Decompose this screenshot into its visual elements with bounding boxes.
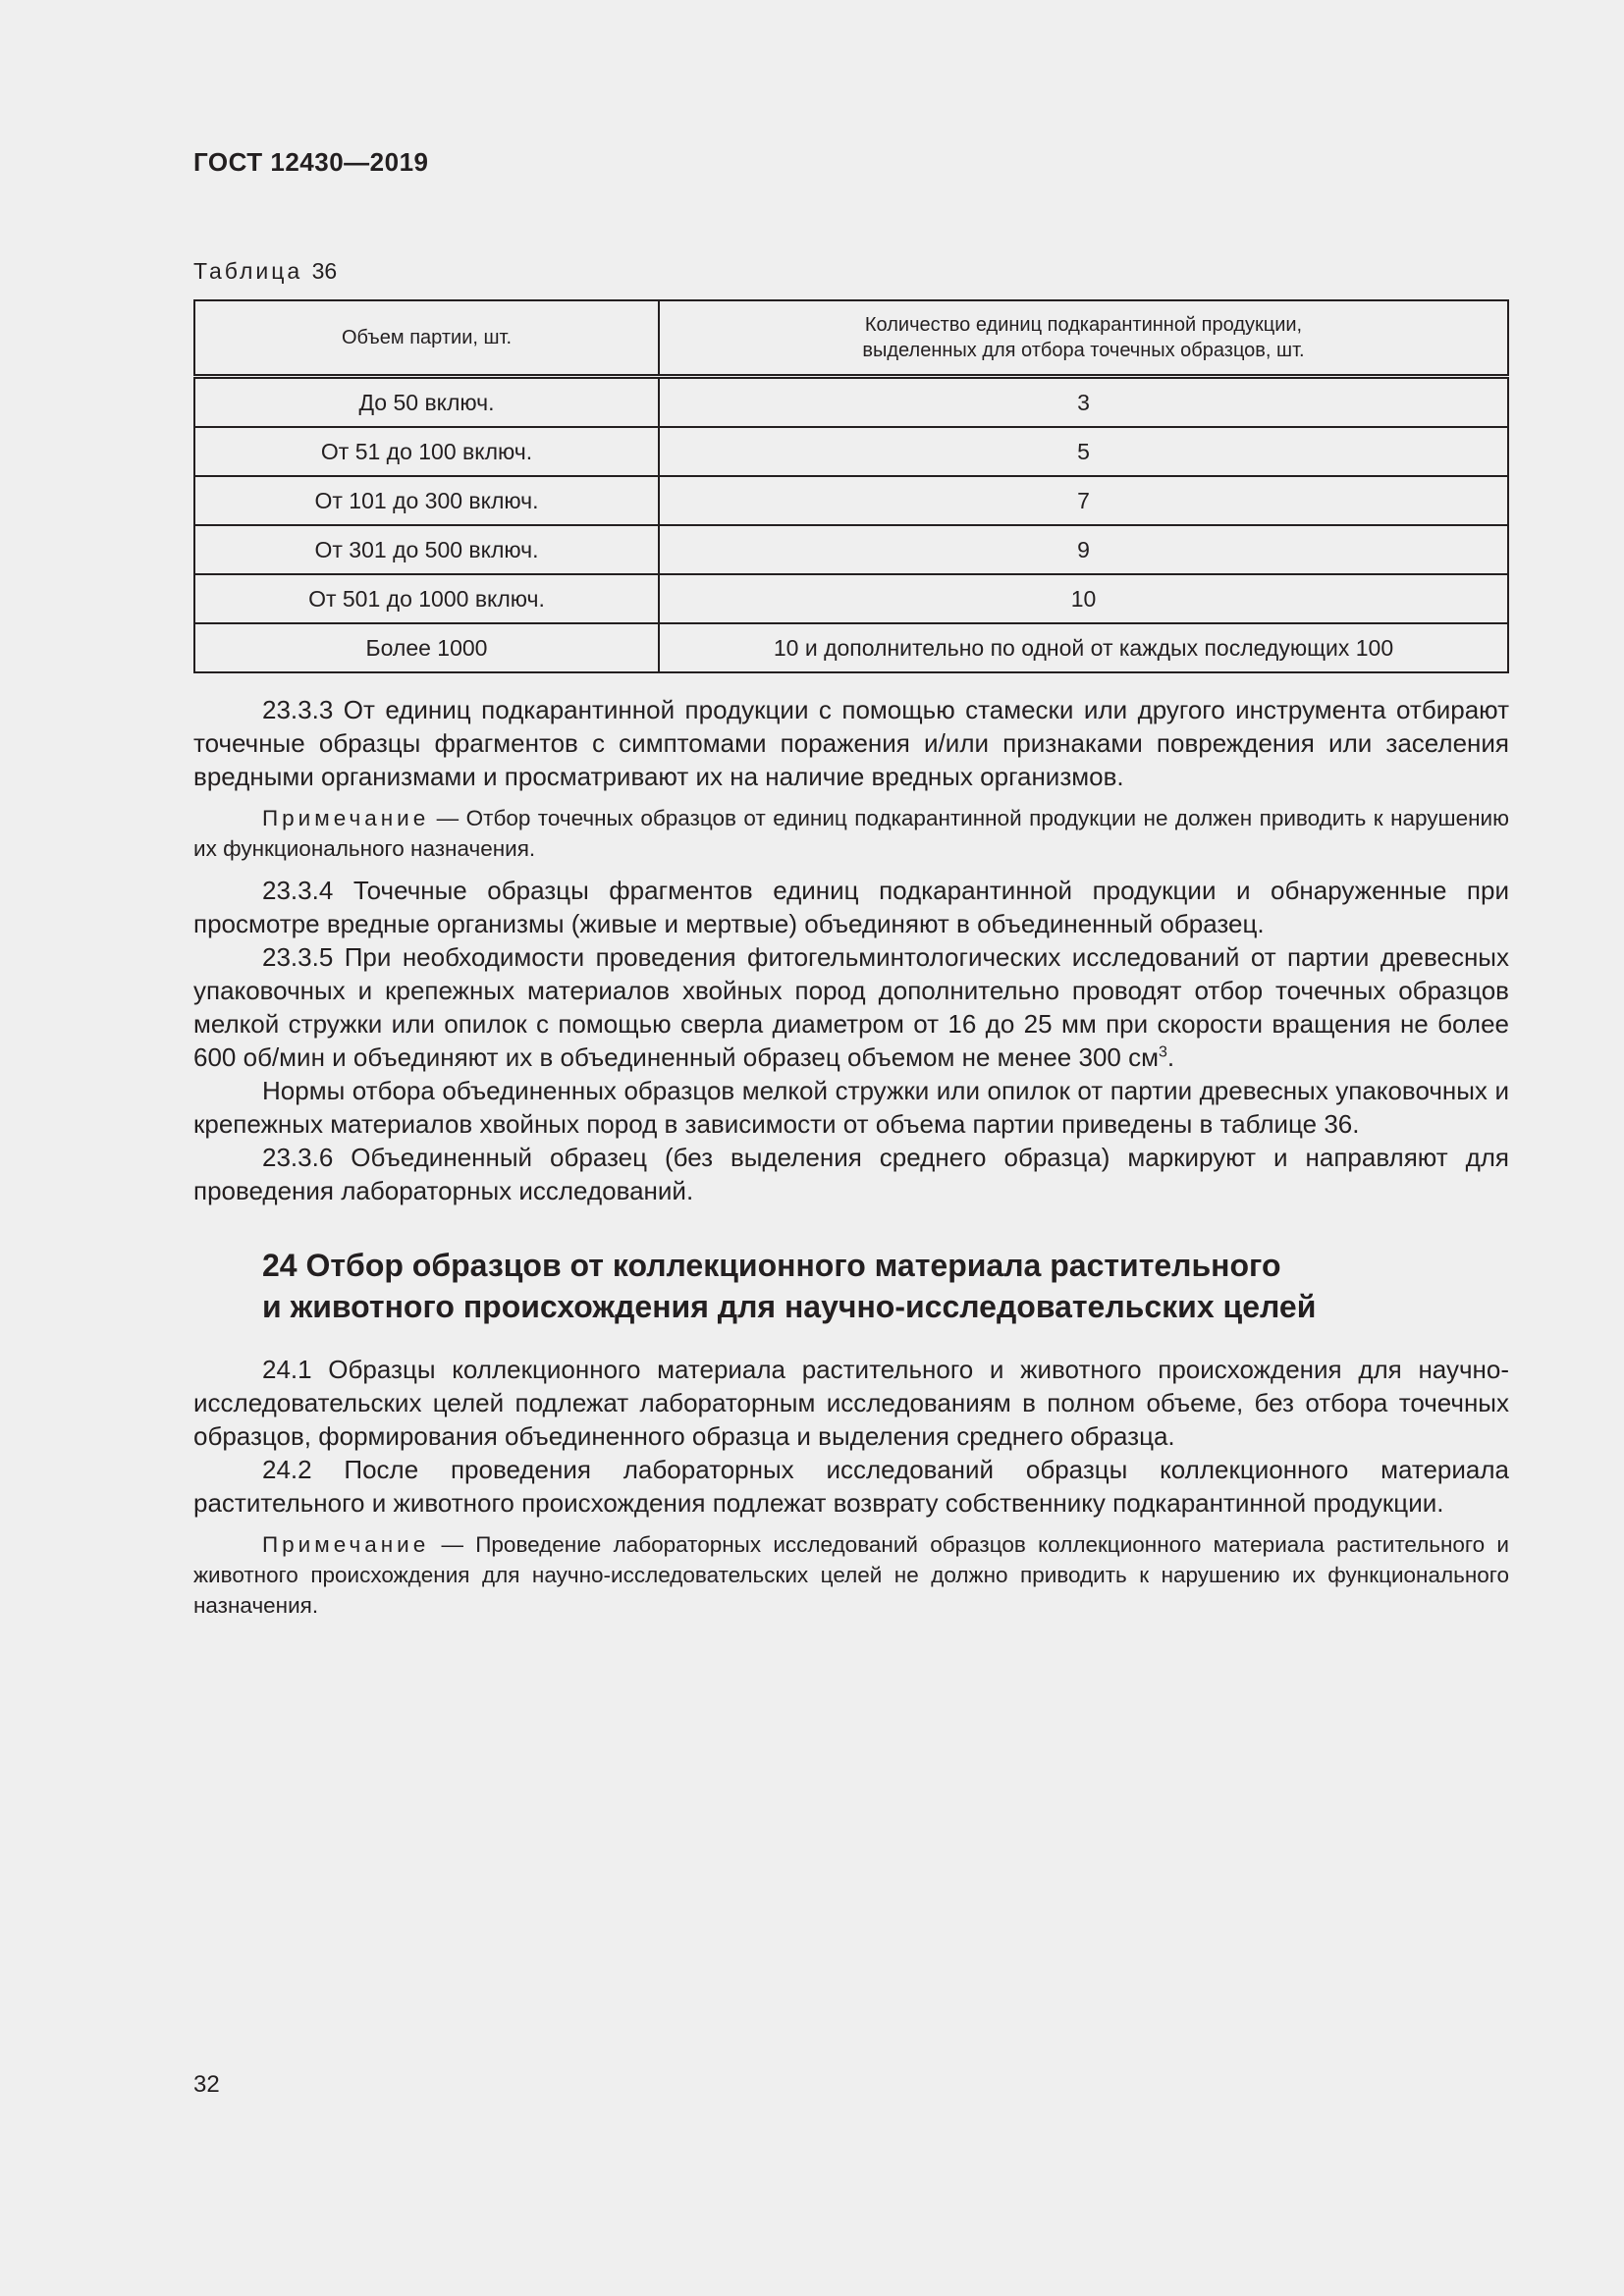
table-row (194, 623, 1508, 672)
document-header: ГОСТ 12430—2019 (193, 147, 429, 177)
note-2-text: — Проведение лабораторных исследований образцов коллекционного материала растительного и животного происхождения для научно-исследовательских целей не должно приводить к нарушению их функционального назначения. (193, 1532, 1509, 1618)
table-row (194, 377, 1508, 428)
cell-batch: От 51 до 100 включ. (194, 427, 659, 476)
table-36 (193, 299, 1509, 673)
section-24-heading-line1: 24 Отбор образцов от коллекционного материала растительного (262, 1248, 1281, 1283)
cell-count: 3 (659, 377, 1508, 428)
cell-count: 10 и дополнительно по одной от каждых последующих 100 (659, 623, 1508, 672)
paragraph-norms: Нормы отбора объединенных образцов мелкой стружки или опилок от партии древесных упаковочных и крепежных материалов хвойных пород в зависимости от объема партии приведены в таблице 36. (193, 1076, 1509, 1139)
superscript-exponent: 3 (1158, 1043, 1167, 1061)
paragraph-23-3-6: 23.3.6 Объединенный образец (без выделения среднего образца) маркируют и направляют для проведения лабораторных исследований. (193, 1143, 1509, 1205)
column-header-unit-count-line2: выделенных для отбора точечных образцов, шт. (862, 340, 1305, 361)
column-header-batch-volume: Объем партии, шт. (194, 300, 659, 377)
table-caption-number: 36 (311, 258, 338, 284)
table-caption (193, 258, 337, 285)
page-number: 32 (193, 2071, 220, 2098)
paragraph-24-2: 24.2 После проведения лабораторных исследований образцы коллекционного материала растительного и животного происхождения подлежат возврату собственнику подкарантинной продукции. (193, 1455, 1509, 1518)
paragraph-23-3-5-text: 23.3.5 При необходимости проведения фитогельминтологических исследований от партии древесных упаковочных и крепежных материалов хвойных пород дополнительно проводят отбор точечных образцов мелкой стружки или опилок с помощью сверла диаметром от 16 до 25 мм при скорости вращения не более 600 об/мин и объединяют их в объединенный образец объемом не менее 300 см (193, 942, 1509, 1072)
section-24-heading (193, 1245, 1509, 1327)
cell-batch: До 50 включ. (194, 377, 659, 428)
document-body (193, 693, 1509, 1630)
paragraph-23-3-3: 23.3.3 От единиц подкарантинной продукции с помощью стамески или другого инструмента отбирают точечные образцы фрагментов с симптомами поражения и/или признаками повреждения или заселения вредными организмами и просматривают их на наличие вредных организмов. (193, 695, 1509, 791)
note-2 (193, 1529, 1509, 1621)
cell-batch: От 101 до 300 включ. (194, 476, 659, 525)
paragraph-23-3-4: 23.3.4 Точечные образцы фрагментов единиц подкарантинной продукции и обнаруженные при просмотре вредные организмы (живые и мертвые) объединяют в объединенный образец. (193, 876, 1509, 938)
table-caption-word: Таблица (193, 258, 303, 284)
table-header-row (194, 300, 1508, 377)
table-row (194, 427, 1508, 476)
column-header-unit-count (659, 300, 1508, 377)
cell-count: 9 (659, 525, 1508, 574)
section-24-heading-line2: и животного происхождения для научно-исследовательских целей (262, 1289, 1317, 1324)
paragraph-24-1: 24.1 Образцы коллекционного материала растительного и животного происхождения для научно-исследовательских целей подлежат лабораторным исследованиям в полном объеме, без отбора точечных образцов, формирования объединенного образца и выделения среднего образца. (193, 1355, 1509, 1451)
note-label: Примечание (262, 1532, 430, 1557)
note-1-text: — Отбор точечных образцов от единиц подкарантинной продукции не должен приводить к нарушению их функционального назначения. (193, 806, 1509, 861)
note-label: Примечание (262, 806, 430, 830)
paragraph-23-3-5 (193, 940, 1509, 1074)
note-1 (193, 803, 1509, 864)
cell-batch: Более 1000 (194, 623, 659, 672)
table-row (194, 476, 1508, 525)
paragraph-23-3-5-end: . (1166, 1042, 1175, 1072)
table-row (194, 525, 1508, 574)
table-row (194, 574, 1508, 623)
cell-count: 7 (659, 476, 1508, 525)
column-header-unit-count-line1: Количество единиц подкарантинной продукции, (864, 314, 1303, 336)
cell-count: 5 (659, 427, 1508, 476)
cell-count: 10 (659, 574, 1508, 623)
cell-batch: От 501 до 1000 включ. (194, 574, 659, 623)
cell-batch: От 301 до 500 включ. (194, 525, 659, 574)
